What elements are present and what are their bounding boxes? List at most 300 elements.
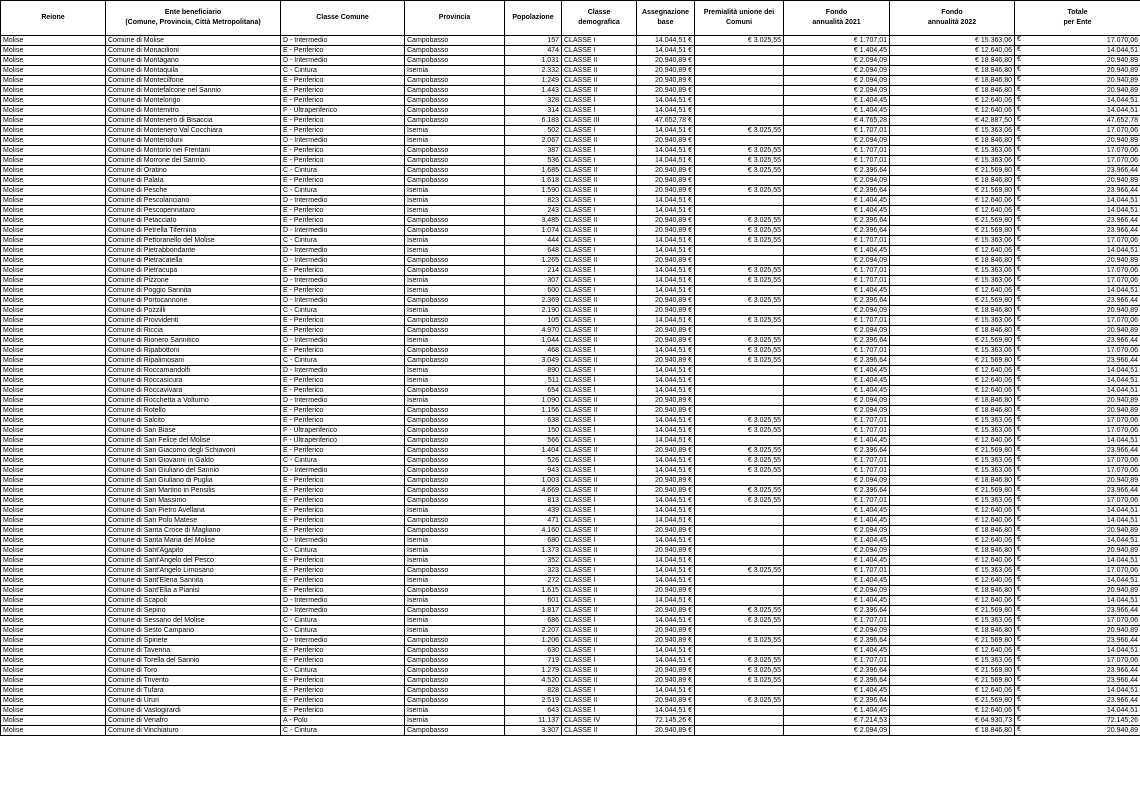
cell-total: [1015, 346, 1140, 356]
cell-region: Molise: [1, 446, 106, 456]
cell-base-allocation: 20.940,89 €: [637, 586, 695, 596]
total-value: 20.940,89: [1106, 76, 1138, 84]
cell-fund-2022: € 15.363,06: [890, 146, 1015, 156]
cell-fund-2021: € 2.396,64: [784, 486, 890, 496]
cell-base-allocation: 14.044,51 €: [637, 126, 695, 136]
cell-union-bonus: [695, 286, 784, 296]
euro-symbol: €: [1017, 216, 1021, 223]
table-row: [1, 676, 1140, 686]
header-total: Totale per Ente: [1015, 1, 1140, 36]
total-value: 14.044,51: [1106, 106, 1138, 114]
cell-fund-2021: € 2.094,09: [784, 476, 890, 486]
total-value: 17.070,06: [1106, 346, 1138, 354]
cell-province: Campobasso: [405, 426, 505, 436]
cell-population: 1.817: [505, 606, 562, 616]
cell-union-bonus: € 3.025,55: [695, 616, 784, 626]
cell-fund-2021: € 2.094,09: [784, 56, 890, 66]
cell-province: Isernia: [405, 126, 505, 136]
cell-province: Isernia: [405, 186, 505, 196]
cell-demographic-class: CLASSE I: [562, 646, 637, 656]
cell-municipality-class: D - Intermedio: [281, 636, 405, 646]
cell-municipality-class: E - Periferico: [281, 376, 405, 386]
cell-beneficiary: Comune di Monteroduni: [106, 136, 281, 146]
cell-fund-2021: € 2.094,09: [784, 406, 890, 416]
cell-fund-2022: € 12.640,06: [890, 686, 1015, 696]
cell-fund-2022: € 18.846,80: [890, 526, 1015, 536]
cell-municipality-class: D - Intermedio: [281, 246, 405, 256]
cell-fund-2021: € 1.404,45: [784, 386, 890, 396]
euro-symbol: €: [1017, 316, 1021, 323]
cell-fund-2022: € 21.569,80: [890, 226, 1015, 236]
cell-union-bonus: [695, 506, 784, 516]
table-row: [1, 426, 1140, 436]
cell-province: Isernia: [405, 246, 505, 256]
cell-fund-2021: € 1.404,45: [784, 286, 890, 296]
table-row: [1, 576, 1140, 586]
cell-population: 328: [505, 96, 562, 106]
cell-union-bonus: [695, 546, 784, 556]
cell-base-allocation: 20.940,89 €: [637, 336, 695, 346]
table-row: [1, 306, 1140, 316]
cell-union-bonus: € 3.025,55: [695, 156, 784, 166]
cell-municipality-class: E - Periferico: [281, 96, 405, 106]
cell-demographic-class: CLASSE I: [562, 436, 637, 446]
cell-region: Molise: [1, 476, 106, 486]
total-value: 17.070,06: [1106, 616, 1138, 624]
cell-total: [1015, 436, 1140, 446]
cell-beneficiary: Comune di Pozzilli: [106, 306, 281, 316]
cell-province: Isernia: [405, 206, 505, 216]
total-value: 23.966,44: [1106, 666, 1138, 674]
cell-base-allocation: 20.940,89 €: [637, 296, 695, 306]
euro-symbol: €: [1017, 646, 1021, 653]
cell-union-bonus: [695, 196, 784, 206]
cell-base-allocation: 14.044,51 €: [637, 266, 695, 276]
cell-base-allocation: 20.940,89 €: [637, 226, 695, 236]
euro-symbol: €: [1017, 676, 1021, 683]
cell-population: 566: [505, 436, 562, 446]
euro-symbol: €: [1017, 376, 1021, 383]
cell-fund-2022: € 15.363,06: [890, 266, 1015, 276]
cell-base-allocation: 72.145,26 €: [637, 716, 695, 726]
cell-province: Campobasso: [405, 446, 505, 456]
cell-municipality-class: D - Intermedio: [281, 196, 405, 206]
cell-region: Molise: [1, 156, 106, 166]
cell-demographic-class: CLASSE II: [562, 586, 637, 596]
table-body: [1, 36, 1140, 736]
cell-fund-2022: € 12.640,06: [890, 596, 1015, 606]
cell-fund-2021: € 2.396,64: [784, 666, 890, 676]
cell-fund-2022: € 12.640,06: [890, 386, 1015, 396]
cell-union-bonus: € 3.025,55: [695, 446, 784, 456]
euro-symbol: €: [1017, 256, 1021, 263]
cell-demographic-class: CLASSE II: [562, 166, 637, 176]
cell-demographic-class: CLASSE II: [562, 66, 637, 76]
cell-total: [1015, 296, 1140, 306]
cell-population: 601: [505, 596, 562, 606]
cell-union-bonus: [695, 516, 784, 526]
cell-base-allocation: 14.044,51 €: [637, 156, 695, 166]
cell-region: Molise: [1, 646, 106, 656]
cell-total: [1015, 616, 1140, 626]
cell-province: Isernia: [405, 616, 505, 626]
table-row: [1, 646, 1140, 656]
cell-base-allocation: 20.940,89 €: [637, 636, 695, 646]
euro-symbol: €: [1017, 526, 1021, 533]
cell-total: [1015, 196, 1140, 206]
cell-fund-2022: € 18.846,80: [890, 136, 1015, 146]
table-row: [1, 416, 1140, 426]
cell-beneficiary: Comune di Rotello: [106, 406, 281, 416]
cell-demographic-class: CLASSE II: [562, 626, 637, 636]
total-value: 14.044,51: [1106, 686, 1138, 694]
table-row: [1, 396, 1140, 406]
total-value: 14.044,51: [1106, 706, 1138, 714]
cell-province: Campobasso: [405, 496, 505, 506]
cell-union-bonus: € 3.025,55: [695, 696, 784, 706]
euro-symbol: €: [1017, 226, 1021, 233]
table-row: [1, 706, 1140, 716]
cell-fund-2021: € 2.094,09: [784, 626, 890, 636]
euro-symbol: €: [1017, 116, 1021, 123]
cell-total: [1015, 316, 1140, 326]
cell-fund-2021: € 1.707,01: [784, 126, 890, 136]
table-row: [1, 256, 1140, 266]
cell-population: 823: [505, 196, 562, 206]
table-row: [1, 486, 1140, 496]
cell-demographic-class: CLASSE I: [562, 456, 637, 466]
cell-region: Molise: [1, 56, 106, 66]
euro-symbol: €: [1017, 506, 1021, 513]
total-value: 14.044,51: [1106, 536, 1138, 544]
cell-population: 680: [505, 536, 562, 546]
cell-population: 2.519: [505, 696, 562, 706]
cell-municipality-class: E - Periferico: [281, 156, 405, 166]
euro-symbol: €: [1017, 706, 1021, 713]
cell-fund-2021: € 2.396,64: [784, 636, 890, 646]
cell-province: Isernia: [405, 396, 505, 406]
cell-fund-2021: € 2.094,09: [784, 256, 890, 266]
cell-fund-2022: € 64.930,73: [890, 716, 1015, 726]
table-row: [1, 296, 1140, 306]
cell-base-allocation: 20.940,89 €: [637, 666, 695, 676]
cell-demographic-class: CLASSE I: [562, 316, 637, 326]
cell-beneficiary: Comune di Palata: [106, 176, 281, 186]
cell-union-bonus: [695, 86, 784, 96]
cell-total: [1015, 36, 1140, 46]
cell-fund-2022: € 21.569,80: [890, 216, 1015, 226]
cell-demographic-class: CLASSE II: [562, 326, 637, 336]
euro-symbol: €: [1017, 426, 1021, 433]
table-row: [1, 56, 1140, 66]
cell-union-bonus: [695, 586, 784, 596]
cell-region: Molise: [1, 116, 106, 126]
total-value: 20.940,89: [1106, 396, 1138, 404]
cell-population: 352: [505, 556, 562, 566]
cell-region: Molise: [1, 726, 106, 736]
cell-province: Campobasso: [405, 586, 505, 596]
cell-demographic-class: CLASSE II: [562, 726, 637, 736]
cell-beneficiary: Comune di San Polo Matese: [106, 516, 281, 526]
cell-base-allocation: 20.940,89 €: [637, 356, 695, 366]
cell-region: Molise: [1, 166, 106, 176]
cell-region: Molise: [1, 76, 106, 86]
cell-union-bonus: [695, 106, 784, 116]
euro-symbol: €: [1017, 656, 1021, 663]
cell-beneficiary: Comune di Torella del Sannio: [106, 656, 281, 666]
cell-population: 1.265: [505, 256, 562, 266]
cell-province: Campobasso: [405, 636, 505, 646]
cell-beneficiary: Comune di Rionero Sannitico: [106, 336, 281, 346]
total-value: 17.070,06: [1106, 316, 1138, 324]
cell-municipality-class: D - Intermedio: [281, 296, 405, 306]
total-value: 14.044,51: [1106, 596, 1138, 604]
table-row: [1, 66, 1140, 76]
table-row: [1, 556, 1140, 566]
cell-demographic-class: CLASSE I: [562, 706, 637, 716]
cell-total: [1015, 266, 1140, 276]
cell-fund-2021: € 1.707,01: [784, 656, 890, 666]
cell-demographic-class: CLASSE I: [562, 566, 637, 576]
cell-total: [1015, 596, 1140, 606]
euro-symbol: €: [1017, 136, 1021, 143]
cell-fund-2022: € 15.363,06: [890, 456, 1015, 466]
cell-fund-2021: € 1.707,01: [784, 426, 890, 436]
cell-beneficiary: Comune di San Giuliano di Puglia: [106, 476, 281, 486]
cell-fund-2021: € 1.707,01: [784, 276, 890, 286]
cell-municipality-class: D - Intermedio: [281, 136, 405, 146]
cell-region: Molise: [1, 396, 106, 406]
cell-fund-2022: € 15.363,06: [890, 276, 1015, 286]
cell-base-allocation: 14.044,51 €: [637, 436, 695, 446]
cell-fund-2021: € 1.707,01: [784, 146, 890, 156]
cell-total: [1015, 566, 1140, 576]
cell-region: Molise: [1, 346, 106, 356]
cell-fund-2021: € 1.404,45: [784, 46, 890, 56]
cell-population: 2.332: [505, 66, 562, 76]
total-value: 17.070,06: [1106, 426, 1138, 434]
cell-population: 314: [505, 106, 562, 116]
cell-demographic-class: CLASSE I: [562, 46, 637, 56]
total-value: 47.652,78: [1106, 116, 1138, 124]
cell-fund-2022: € 21.569,80: [890, 186, 1015, 196]
cell-fund-2021: € 1.707,01: [784, 416, 890, 426]
cell-fund-2022: € 12.640,06: [890, 556, 1015, 566]
table-row: [1, 106, 1140, 116]
cell-beneficiary: Comune di Sant'Angelo del Pesco: [106, 556, 281, 566]
cell-base-allocation: 14.044,51 €: [637, 656, 695, 666]
table-row: [1, 216, 1140, 226]
table-row: [1, 116, 1140, 126]
cell-region: Molise: [1, 656, 106, 666]
cell-province: Campobasso: [405, 456, 505, 466]
total-value: 14.044,51: [1106, 96, 1138, 104]
total-value: 14.044,51: [1106, 196, 1138, 204]
cell-base-allocation: 20.940,89 €: [637, 476, 695, 486]
cell-beneficiary: Comune di Tufara: [106, 686, 281, 696]
cell-union-bonus: [695, 726, 784, 736]
cell-fund-2022: € 12.640,06: [890, 536, 1015, 546]
cell-total: [1015, 166, 1140, 176]
cell-fund-2022: € 12.640,06: [890, 436, 1015, 446]
cell-total: [1015, 106, 1140, 116]
cell-municipality-class: E - Periferico: [281, 416, 405, 426]
total-value: 23.966,44: [1106, 296, 1138, 304]
cell-region: Molise: [1, 206, 106, 216]
cell-union-bonus: [695, 76, 784, 86]
cell-population: 1.156: [505, 406, 562, 416]
cell-municipality-class: C - Cintura: [281, 306, 405, 316]
cell-union-bonus: [695, 556, 784, 566]
cell-population: 1.249: [505, 76, 562, 86]
cell-municipality-class: D - Intermedio: [281, 256, 405, 266]
cell-fund-2021: € 4.765,28: [784, 116, 890, 126]
cell-fund-2021: € 2.094,09: [784, 86, 890, 96]
cell-municipality-class: D - Intermedio: [281, 36, 405, 46]
cell-population: 1.074: [505, 226, 562, 236]
cell-population: 2.369: [505, 296, 562, 306]
table-row: [1, 236, 1140, 246]
total-value: 23.966,44: [1106, 676, 1138, 684]
cell-total: [1015, 186, 1140, 196]
cell-province: Isernia: [405, 716, 505, 726]
cell-province: Isernia: [405, 136, 505, 146]
cell-region: Molise: [1, 136, 106, 146]
cell-base-allocation: 14.044,51 €: [637, 316, 695, 326]
cell-total: [1015, 676, 1140, 686]
cell-demographic-class: CLASSE II: [562, 696, 637, 706]
cell-municipality-class: E - Periferico: [281, 406, 405, 416]
total-value: 23.966,44: [1106, 636, 1138, 644]
cell-province: Campobasso: [405, 296, 505, 306]
cell-fund-2022: € 21.569,80: [890, 446, 1015, 456]
cell-union-bonus: € 3.025,55: [695, 166, 784, 176]
euro-symbol: €: [1017, 716, 1021, 723]
cell-population: 648: [505, 246, 562, 256]
total-value: 14.044,51: [1106, 286, 1138, 294]
cell-province: Isernia: [405, 306, 505, 316]
table-row: [1, 606, 1140, 616]
total-value: 23.966,44: [1106, 446, 1138, 454]
cell-fund-2021: € 1.707,01: [784, 316, 890, 326]
cell-population: 1.373: [505, 546, 562, 556]
cell-fund-2021: € 2.094,09: [784, 586, 890, 596]
cell-union-bonus: € 3.025,55: [695, 566, 784, 576]
cell-beneficiary: Comune di Tavenna: [106, 646, 281, 656]
cell-total: [1015, 156, 1140, 166]
cell-demographic-class: CLASSE I: [562, 206, 637, 216]
cell-beneficiary: Comune di Rocchetta a Volturno: [106, 396, 281, 406]
cell-fund-2021: € 2.396,64: [784, 296, 890, 306]
cell-population: 526: [505, 456, 562, 466]
cell-region: Molise: [1, 376, 106, 386]
cell-union-bonus: [695, 476, 784, 486]
cell-beneficiary: Comune di Montorio nei Frentani: [106, 146, 281, 156]
euro-symbol: €: [1017, 126, 1021, 133]
cell-fund-2021: € 1.707,01: [784, 236, 890, 246]
table-row: [1, 546, 1140, 556]
cell-fund-2021: € 2.396,64: [784, 606, 890, 616]
cell-fund-2022: € 15.363,06: [890, 466, 1015, 476]
table-row: [1, 366, 1140, 376]
cell-municipality-class: E - Periferico: [281, 476, 405, 486]
cell-base-allocation: 14.044,51 €: [637, 96, 695, 106]
cell-fund-2021: € 1.707,01: [784, 456, 890, 466]
cell-base-allocation: 14.044,51 €: [637, 616, 695, 626]
cell-beneficiary: Comune di Trivento: [106, 676, 281, 686]
cell-base-allocation: 47.652,78 €: [637, 116, 695, 126]
cell-union-bonus: [695, 176, 784, 186]
cell-region: Molise: [1, 706, 106, 716]
cell-province: Campobasso: [405, 666, 505, 676]
cell-demographic-class: CLASSE II: [562, 216, 637, 226]
euro-symbol: €: [1017, 596, 1021, 603]
table-row: [1, 376, 1140, 386]
header-beneficiary: Ente beneficiario (Comune, Provincia, Città Metropolitana): [106, 1, 281, 36]
cell-fund-2022: € 12.640,06: [890, 46, 1015, 56]
cell-municipality-class: D - Intermedio: [281, 536, 405, 546]
euro-symbol: €: [1017, 296, 1021, 303]
cell-beneficiary: Comune di Santa Croce di Magliano: [106, 526, 281, 536]
cell-region: Molise: [1, 306, 106, 316]
cell-demographic-class: CLASSE II: [562, 356, 637, 366]
cell-region: Molise: [1, 406, 106, 416]
cell-demographic-class: CLASSE I: [562, 596, 637, 606]
cell-base-allocation: 14.044,51 €: [637, 686, 695, 696]
cell-population: 243: [505, 206, 562, 216]
cell-beneficiary: Comune di Roccamandolfi: [106, 366, 281, 376]
cell-province: Campobasso: [405, 516, 505, 526]
cell-province: Isernia: [405, 556, 505, 566]
cell-province: Isernia: [405, 626, 505, 636]
cell-fund-2021: € 1.404,45: [784, 686, 890, 696]
cell-fund-2022: € 21.569,80: [890, 606, 1015, 616]
cell-union-bonus: € 3.025,55: [695, 36, 784, 46]
cell-fund-2021: € 1.707,01: [784, 616, 890, 626]
cell-fund-2022: € 12.640,06: [890, 206, 1015, 216]
header-municipality-class: Classe Comune: [281, 1, 405, 36]
cell-base-allocation: 14.044,51 €: [637, 196, 695, 206]
cell-beneficiary: Comune di Montaquila: [106, 66, 281, 76]
cell-fund-2022: € 15.363,06: [890, 496, 1015, 506]
cell-total: [1015, 716, 1140, 726]
cell-demographic-class: CLASSE II: [562, 396, 637, 406]
cell-union-bonus: € 3.025,55: [695, 676, 784, 686]
table-header: [1, 1, 1140, 36]
cell-fund-2022: € 15.363,06: [890, 566, 1015, 576]
total-value: 20.940,89: [1106, 56, 1138, 64]
cell-municipality-class: E - Periferico: [281, 266, 405, 276]
total-value: 14.044,51: [1106, 366, 1138, 374]
euro-symbol: €: [1017, 246, 1021, 253]
cell-province: Campobasso: [405, 346, 505, 356]
cell-province: Campobasso: [405, 726, 505, 736]
cell-population: 943: [505, 466, 562, 476]
table-row: [1, 446, 1140, 456]
cell-fund-2021: € 2.094,09: [784, 136, 890, 146]
cell-population: 387: [505, 146, 562, 156]
cell-beneficiary: Comune di Sant'Elia a Pianisi: [106, 586, 281, 596]
table-row: [1, 386, 1140, 396]
cell-beneficiary: Comune di Santa Maria del Molise: [106, 536, 281, 546]
cell-population: 536: [505, 156, 562, 166]
cell-region: Molise: [1, 66, 106, 76]
cell-province: Campobasso: [405, 96, 505, 106]
cell-municipality-class: E - Periferico: [281, 516, 405, 526]
cell-fund-2021: € 2.396,64: [784, 166, 890, 176]
cell-province: Campobasso: [405, 526, 505, 536]
cell-municipality-class: E - Periferico: [281, 676, 405, 686]
